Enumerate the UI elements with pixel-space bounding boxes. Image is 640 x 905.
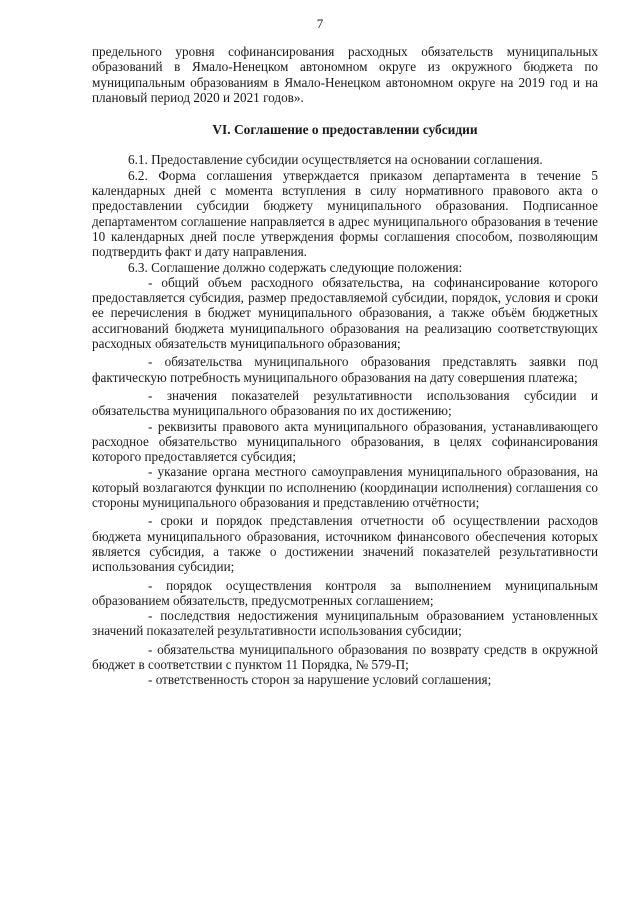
provision-item: - сроки и порядок представления отчетности об осуществлении расходов бюджета муниципального образования, источником финансового обеспечения которых является субсидия, а также о достижении значений показателей результативности использования субсидии;	[92, 513, 598, 575]
provision-item: - указание органа местного самоуправления муниципального образования, на который возлагаются функции по исполнению (координации исполнения) соглашения со стороны муниципального образования и представлению отчётности;	[92, 464, 598, 511]
document-body	[92, 44, 598, 688]
provision-item: - общий объем расходного обязательства, на софинансирование которого предоставляется субсидия, размер предоставляемой субсидии, порядок, условия и сроки ее перечисления в бюджет муниципального образования, а также объём бюджетных ассигнований бюджета муниципального образования на реализацию соответствующих расходных обязательств муниципального образования;	[92, 274, 598, 352]
provision-item: - реквизиты правового акта муниципального образования, устанавливающего расходное обязательство муниципального образования, в целях софинансирования которого предоставляется субсидия;	[92, 418, 598, 465]
provision-item: - обязательства муниципального образования представлять заявки под фактическую потребность муниципального образования на дату совершения платежа;	[92, 354, 598, 385]
provision-item: - значения показателей результативности использования субсидии и обязательства муниципального образования по их достижению;	[92, 387, 598, 419]
paragraph-6-1: 6.1. Предоставление субсидии осуществляется на основании соглашения.	[128, 152, 543, 168]
paragraph-6-3: 6.3. Соглашение должно содержать следующие положения:	[128, 259, 463, 275]
provision-item: - порядок осуществления контроля за выполнением муниципальным образованием обязательств, предусмотренных соглашением;	[92, 577, 598, 608]
section-heading: VI. Соглашение о предоставлении субсидии	[212, 122, 478, 138]
provision-item: - обязательства муниципального образования по возврату средств в окружной бюджет в соответствии с пунктом 11 Порядка, № 579-П;	[92, 641, 598, 672]
intro-paragraph: предельного уровня софинансирования расходных обязательств муниципальных образований в Ямало-Ненецком автономном округе из окружного бюджета по муниципальным образованиям в Ямало-Ненецком автономном округе на 2019 год и на плановый период 2020 и 2021 годов».	[92, 44, 598, 105]
page-number: 7	[316, 16, 324, 31]
paragraph-6-2: 6.2. Форма соглашения утверждается приказом департамента в течение 5 календарных дней с момента вступления в силу нормативного правового акта о предоставлении субсидии бюджету муниципального образования. Подписанное департаментом соглашение направляется в адрес муниципального образования в течение 10 календарных дней после утверждения формы соглашения способом, позволяющим подтвердить факт и дату направления.	[92, 167, 598, 260]
provision-item: - ответственность сторон за нарушение условий соглашения;	[148, 672, 492, 688]
provision-item: - последствия недостижения муниципальным образованием установленных значений показателей результативности использования субсидии;	[92, 608, 598, 639]
